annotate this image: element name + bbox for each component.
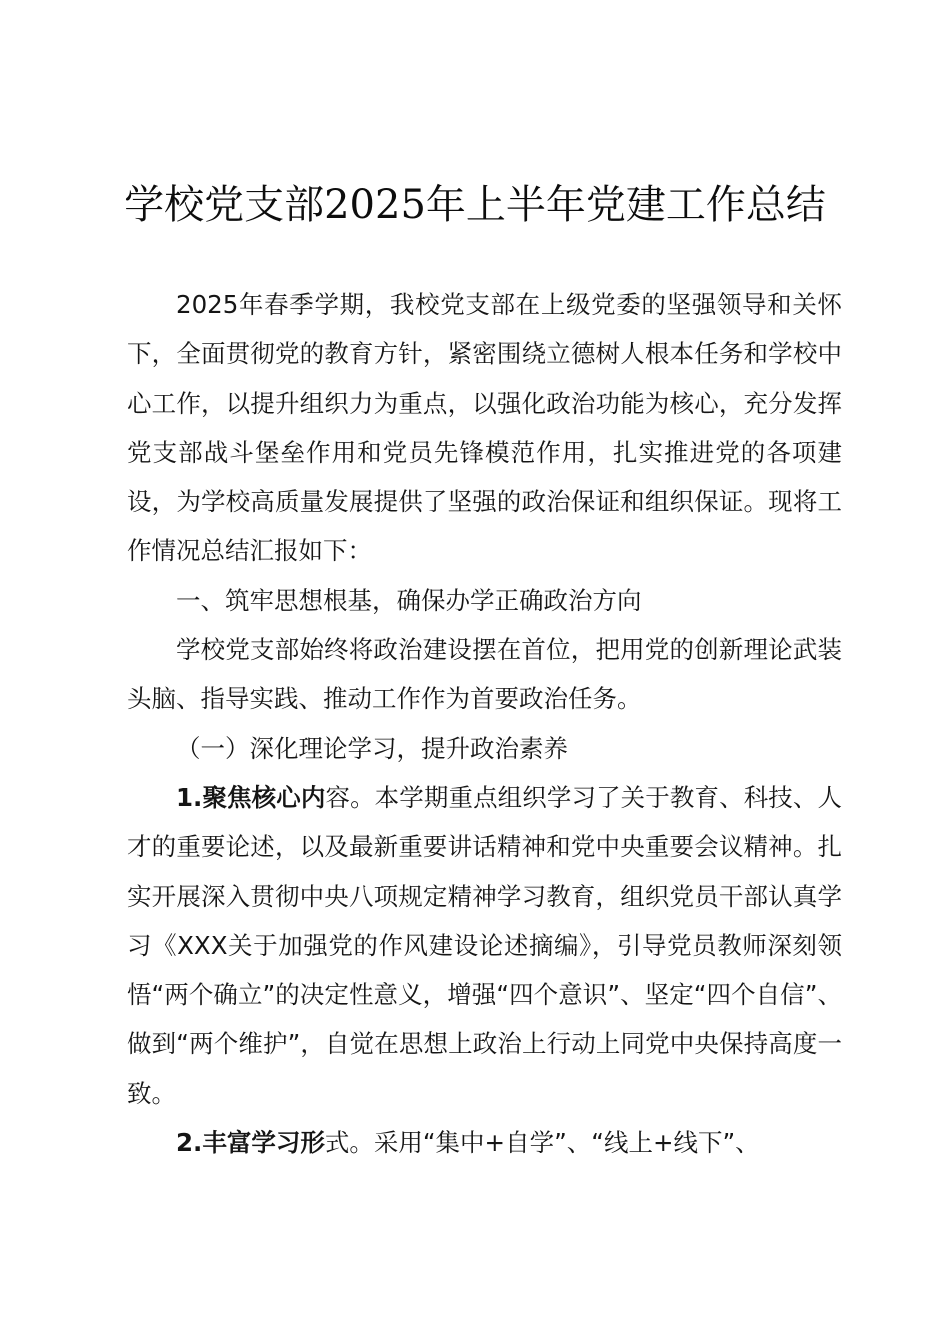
document-body	[127, 280, 842, 1167]
section-heading-1: 一、筑牢思想根基，确保办学正确政治方向	[176, 585, 642, 615]
paragraph-item-2: 2.丰富学习形式。采用“集中+自学”、“线上+线下”、	[176, 1128, 760, 1158]
subsection-heading-1: （一）深化理论学习，提升政治素养	[176, 733, 568, 763]
item-2-lead: 2.丰富学习形	[176, 1128, 325, 1158]
item-1-lead: 1.聚焦核心内	[176, 782, 326, 812]
paragraph-item-1: 1.聚焦核心内容。本学期重点组织学习了关于教育、科技、人才的重要论述，以及最新重要讲话精神和党中央重要会议精神。扎实开展深入贯彻中央八项规定精神学习教育，组织党员干部认真学习《XXX关于加强党的作风建设论述摘编》，引导党员教师深刻领悟“两个确立”的决定性意义，增强“四个意识”、坚定“四个自信”、做到“两个维护”，自觉在思想上政治上行动上同党中央保持高度一致。	[127, 782, 842, 1108]
paragraph-intro: 2025年春季学期，我校党支部在上级党委的坚强领导和关怀下，全面贯彻党的教育方针，紧密围绕立德树人根本任务和学校中心工作，以提升组织力为重点，以强化政治功能为核心，充分发挥党支部战斗堡垒作用和党员先锋模范作用，扎实推进党的各项建设，为学校高质量发展提供了坚强的政治保证和组织保证。现将工作情况总结汇报如下：	[127, 290, 842, 566]
paragraph-section-1: 学校党支部始终将政治建设摆在首位，把用党的创新理论武装头脑、指导实践、推动工作作为首要政治任务。	[127, 635, 842, 714]
document-title: 学校党支部2025年上半年党建工作总结	[124, 182, 826, 228]
